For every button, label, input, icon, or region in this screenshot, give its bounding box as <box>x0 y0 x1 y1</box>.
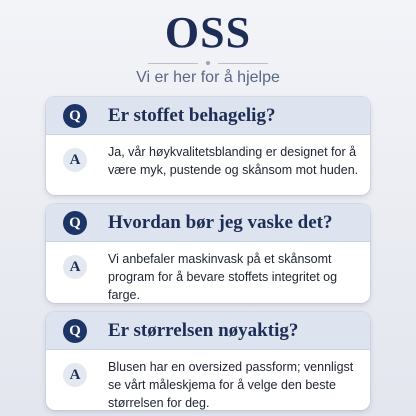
faq-question-row[interactable] <box>46 204 370 242</box>
page-header <box>0 0 416 96</box>
question-badge-icon: Q <box>63 319 87 343</box>
page-subtitle: Vi er her for å hjelpe <box>136 69 280 86</box>
faq-question: Hvordan bør jeg vaske det? <box>108 212 333 233</box>
answer-badge-icon: A <box>63 255 87 279</box>
divider-dot <box>206 61 210 65</box>
page-title: OSS <box>164 8 252 57</box>
divider-line-left <box>148 63 198 64</box>
faq-answer: Vi anbefaler maskinvask på et skånsomt program for å bevare stoffets integritet og farge. <box>108 252 338 302</box>
answer-badge-icon: A <box>63 363 87 387</box>
divider-line-right <box>218 63 268 64</box>
faq-question-row[interactable] <box>46 312 370 350</box>
title-divider <box>148 61 268 65</box>
faq-question: Er stoffet behagelig? <box>108 105 276 126</box>
faq-card-3[interactable] <box>46 312 370 410</box>
faq-card-1[interactable] <box>46 97 370 195</box>
answer-badge-icon: A <box>63 148 87 172</box>
faq-answer: Ja, vår høykvalitetsblanding er designet for å være myk, pustende og skånsom mot huden. <box>108 145 359 177</box>
question-badge-icon: Q <box>63 211 87 235</box>
faq-question-row[interactable] <box>46 97 370 135</box>
faq-card-2[interactable] <box>46 204 370 303</box>
faq-answer: Blusen har en oversized passform; vennligst se vårt måleskjema for å velge den beste størrelsen for deg. <box>108 360 354 410</box>
faq-question: Er størrelsen nøyaktig? <box>108 320 299 341</box>
question-badge-icon: Q <box>63 104 87 128</box>
